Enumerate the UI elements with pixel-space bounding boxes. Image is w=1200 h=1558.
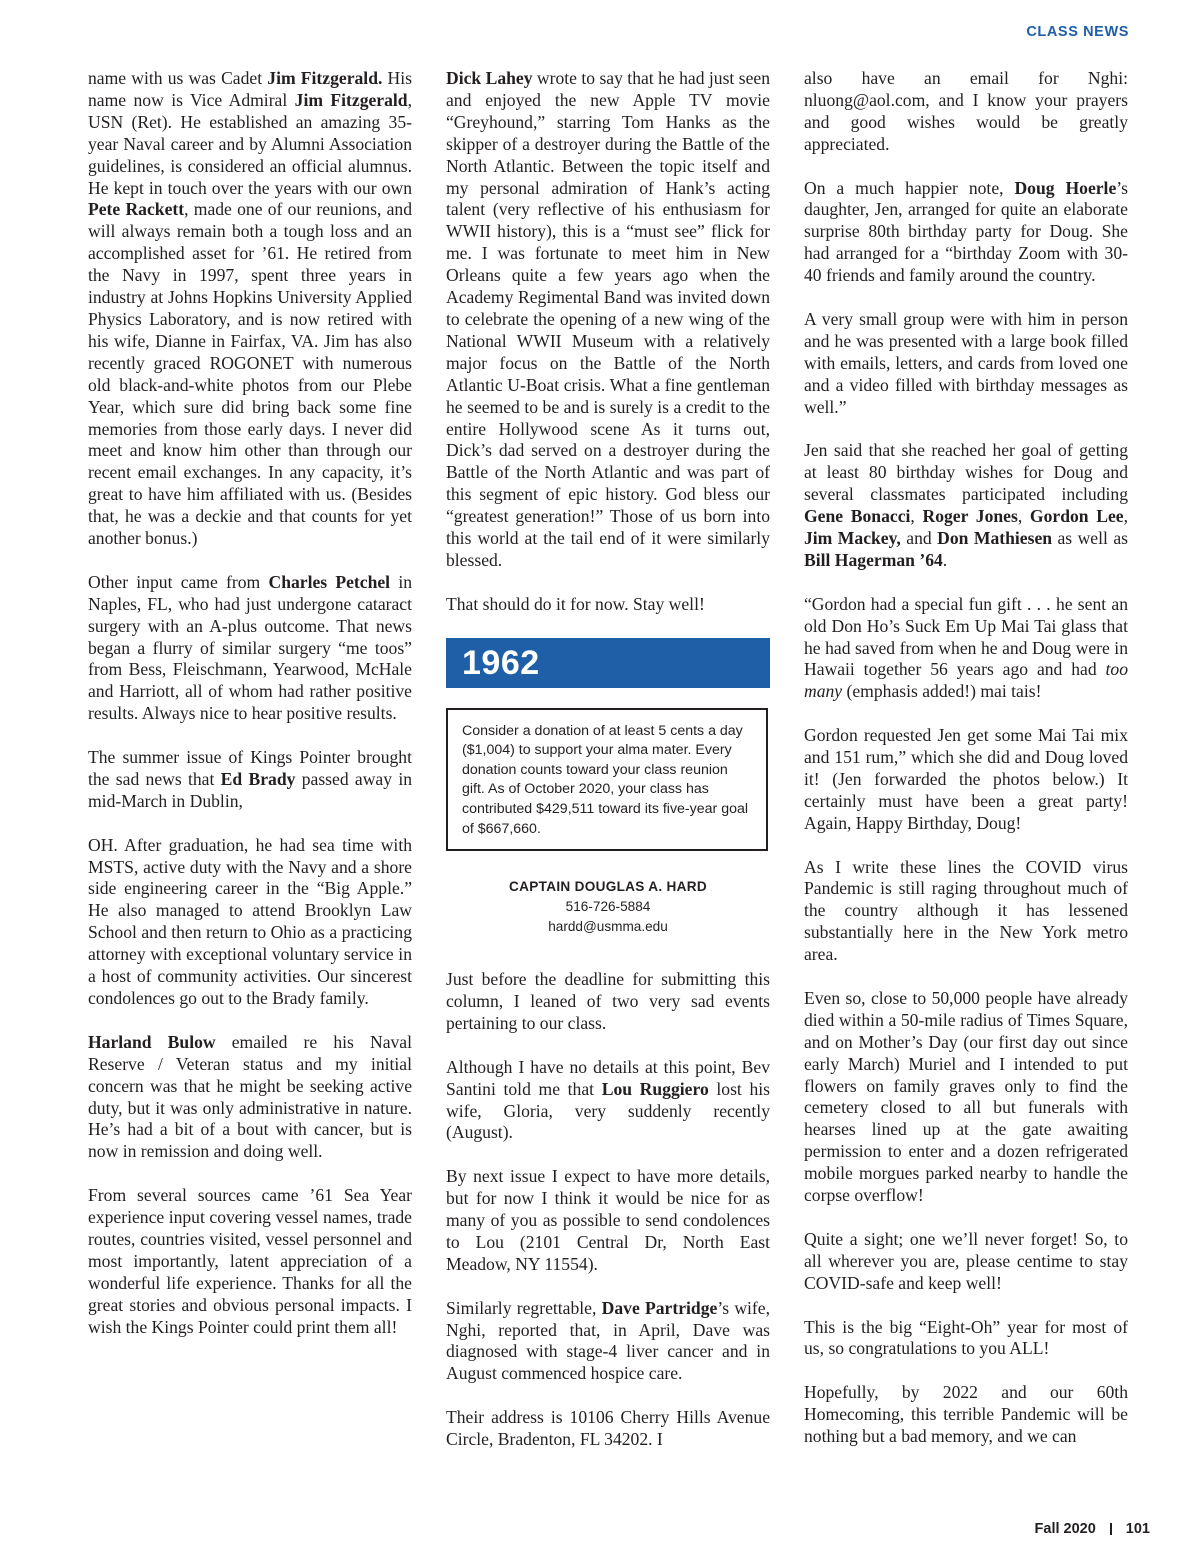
text-run: Jen said that she reached her goal of getting at least 80 birthday wishes for Doug and several classmates participated including	[804, 440, 1128, 505]
text-run: , USN (Ret). He established an amazing 35-year Naval career and by Alumni Association guidelines, is considered an official alumnus. He kept in touch over the years with our own	[88, 89, 412, 198]
bold-name: Charles Petchel	[268, 571, 391, 592]
correspondent-phone: 516-726-5884	[565, 899, 651, 915]
paragraph	[804, 725, 1128, 835]
column-2-top-text	[446, 68, 770, 616]
text-run: (emphasis added!) mai tais!	[842, 681, 1042, 702]
bold-name: Don Mathiesen	[937, 527, 1053, 548]
paragraph	[804, 857, 1128, 967]
correspondent-name: CAPTAIN DOUGLAS A. HARD	[509, 879, 707, 895]
section-header: CLASS NEWS	[1026, 24, 1129, 40]
paragraph	[446, 68, 770, 572]
class-year-banner: 1962	[446, 638, 770, 688]
bold-name: Lou Ruggiero	[601, 1078, 709, 1099]
bold-name: Jim Mackey,	[804, 527, 901, 548]
text-run: Other input came from	[88, 571, 269, 592]
text-run: .	[942, 549, 948, 570]
bold-name: Ed Brady	[220, 768, 296, 789]
text-run: Gordon requested Jen get some Mai Tai mix and 151 rum,” which she did and Doug loved it! (Jen forwarded the photos below.) It certainly must have been a great party! Again, Happy Birthday, Doug!	[804, 725, 1128, 833]
text-run: A very small group were with him in person and he was presented with a large book filled with emails, letters, and cards from loved one and a video filled with birthday messages as well.”	[804, 308, 1128, 417]
text-run: On a much happier note,	[804, 177, 1015, 198]
text-run: ,	[1017, 506, 1030, 527]
text-run: also have an email for Nghi: nluong@aol.com, and I know your prayers and good wishes would be greatly appreciated.	[804, 68, 1128, 154]
bold-name: Dave Partridge	[601, 1297, 718, 1318]
text-run: ,	[1123, 506, 1129, 527]
text-run: As I write these lines the COVID virus Pandemic is still raging throughout much of the country although it has lessened substantially here in the New York metro area.	[804, 856, 1128, 965]
text-run: Even so, close to 50,000 people have already died within a 50-mile radius of Times Square, and on Mother’s Day (our first day out since early March) Muriel and I intended to put flowers on family graves only to find the cemetery closed to all but funerals with hearses lined up at the gate awaiting permission to enter and a dozen refrigerated mobile morgues parked nearby to handle the corpse overflow!	[804, 987, 1128, 1206]
paragraph	[88, 1185, 412, 1338]
paragraph	[88, 68, 412, 550]
text-run: By next issue I expect to have more details, but for now I think it would be nice for as many of you as possible to send condolences to Lou (2101 Central Dr, North East Meadow, NY 11554).	[446, 1166, 770, 1274]
bold-name: Gordon Lee	[1029, 506, 1124, 527]
text-run: His name now is Vice Admiral	[88, 68, 413, 110]
footer-divider	[1110, 1523, 1112, 1535]
emphasis-text: too many	[804, 659, 1128, 702]
paragraph	[88, 1032, 412, 1163]
text-run: in Naples, FL, who had just undergone cataract surgery with an A-plus outcome. That news began a flurry of similar surgery “me toos” from Bess, Fleischmann, Yearwood, McHale and Harriott, all of whom had rather positive results. Always nice to hear positive results.	[88, 571, 412, 724]
paragraph	[804, 1382, 1128, 1448]
paragraph	[804, 988, 1128, 1207]
text-run: “Gordon had a special fun gift . . . he sent an old Don Ho’s Suck Em Up Mai Tai glass that he had saved from when he and Doug were in Hawaii together 56 years ago and had	[804, 593, 1128, 680]
bold-name: Jim Fitzgerald	[294, 89, 408, 110]
paragraph	[804, 309, 1128, 419]
text-run: wrote to say that he had just seen and enjoyed the new Apple TV movie “Greyhound,” starring Tom Hanks as the skipper of a destroyer during the Battle of the North Atlantic. Between the topic itself and my personal admiration of Hank’s acting talent (very reflective of his enthusiasm for WWII history), this is a “must see” flick for me. I was fortunate to meet him in New Orleans quite a few years ago when the Academy Regimental Band was invited down to celebrate the opening of a new wing of the National WWII Museum with a relatively major focus on the Battle of the North Atlantic U-Boat crisis. What a fine gentleman he seemed to be and is surely is a credit to the entire Hollywood scene As it turns out, Dick’s dad served on a destroyer during the Battle of the North Atlantic and was part of this segment of epic history. God bless our “greatest generation!” Those of us born into this world at the tail end of it were similarly blessed.	[446, 68, 770, 570]
page-number: 101	[1125, 1521, 1150, 1537]
paragraph	[446, 594, 770, 616]
text-run: , made one of our reunions, and will always remain both a tough loss and an accomplished asset for ’61. He retired from the Navy in 1997, spent three years in industry at Johns Hopkins University Applied Physics Laboratory, and is now retired with his wife, Dianne in Fairfax, VA. Jim has also recently graced ROGONET with numerous old black-and-white photos from our Plebe Year, which sure did bring back some fine memories from those early days. I never did meet and know him other than through our recent email exchanges. In any capacity, it’s great to have him affiliated with us. (Besides that, he was a deckie and that counts for yet another bonus.)	[88, 199, 413, 549]
text-run: ’s daughter, Jen, arranged for quite an elaborate surprise 80th birthday party for Doug. She had arranged for a “birthday Zoom with 30-40 friends and family around the country.	[804, 177, 1129, 286]
text-run: ,	[910, 506, 923, 527]
paragraph	[446, 969, 770, 1035]
text-run: and	[900, 527, 938, 548]
bold-name: Pete Rackett	[88, 199, 185, 220]
bold-name: Jim Fitzgerald.	[267, 68, 383, 88]
text-run: as well as	[1052, 527, 1128, 548]
text-run: passed away in mid-March in Dublin,	[88, 768, 413, 811]
paragraph	[804, 594, 1128, 704]
text-run: emailed re his Naval Reserve / Veteran status and my initial concern was that he might be seeking active duty, but it was only administrative in nature. He’s had a bit of a bout with cancer, but is now in remission and doing well.	[88, 1031, 412, 1162]
column-3	[804, 68, 1128, 1448]
donation-box: Consider a donation of at least 5 cents a day ($1,004) to support your alma mater. Every donation counts toward your class reunion gift. As of October 2020, your class has contributed $429,511 toward its five-year goal of $667,660.	[446, 708, 768, 852]
bold-name: Doug Hoerle	[1014, 177, 1117, 198]
text-run: ’s wife, Nghi, reported that, in April, Dave was diagnosed with stage-4 liver cancer and in August commenced hospice care.	[446, 1297, 770, 1384]
paragraph	[804, 1229, 1128, 1295]
bold-name: Roger Jones	[922, 506, 1018, 527]
paragraph	[804, 440, 1128, 571]
paragraph	[446, 1298, 770, 1386]
bold-name: Bill Hagerman ’64	[804, 549, 943, 570]
text-run: The summer issue of Kings Pointer brought the sad news that	[88, 747, 412, 789]
bold-name: Harland Bulow	[88, 1031, 216, 1052]
column-2-bottom-text	[446, 969, 770, 1451]
paragraph	[804, 68, 1128, 156]
page-footer	[1035, 1521, 1150, 1537]
text-run: Their address is 10106 Cherry Hills Avenue Circle, Bradenton, FL 34202. I	[446, 1407, 770, 1450]
text-run: Just before the deadline for submitting this column, I leaned of two very sad events pertaining to our class.	[446, 969, 770, 1033]
column-1	[88, 68, 412, 1338]
text-run: Although I have no details at this point, Bev Santini told me that	[446, 1056, 770, 1099]
class-correspondent	[446, 877, 770, 937]
text-run: From several sources came ’61 Sea Year experience input covering vessel names, trade routes, countries visited, vessel personnel and most importantly, latent appreciation of a wonderful life experience. Thanks for all the great stories and obvious personal impacts. I wish the Kings Pointer could print them all!	[88, 1185, 412, 1337]
issue-label: Fall 2020	[1034, 1521, 1096, 1537]
paragraph	[446, 1057, 770, 1145]
paragraph	[88, 835, 412, 1010]
paragraph	[88, 747, 412, 813]
correspondent-email[interactable]: hardd@usmma.edu	[548, 919, 668, 935]
paragraph	[446, 1407, 770, 1451]
text-run: Similarly regrettable,	[446, 1297, 602, 1318]
paragraph	[446, 1166, 770, 1276]
text-run: name with us was Cadet	[88, 68, 268, 88]
paragraph	[804, 1317, 1128, 1361]
text-run: This is the big “Eight-Oh” year for most of us, so congratulations to you ALL!	[804, 1316, 1128, 1359]
text-run: lost his wife, Gloria, very suddenly recently (August).	[446, 1078, 770, 1143]
bold-name: Dick Lahey	[446, 68, 533, 88]
paragraph	[804, 178, 1128, 288]
paragraph	[88, 572, 412, 725]
column-2	[446, 68, 770, 1451]
text-run: OH. After graduation, he had sea time with MSTS, active duty with the Navy and a shore side engineering career in the “Big Apple.” He also managed to attend Brooklyn Law School and then return to Ohio as a practicing attorney with exceptional voluntary service in a host of community activities. Our sincerest condolences go out to the Brady family.	[88, 834, 412, 1009]
text-run: That should do it for now. Stay well!	[446, 593, 705, 614]
text-run: Hopefully, by 2022 and our 60th Homecoming, this terrible Pandemic will be nothing but a bad memory, and we can	[804, 1382, 1128, 1447]
bold-name: Gene Bonacci	[804, 506, 911, 527]
text-run: Quite a sight; one we’ll never forget! So, to all wherever you are, please centime to stay COVID-safe and keep well!	[804, 1228, 1128, 1293]
